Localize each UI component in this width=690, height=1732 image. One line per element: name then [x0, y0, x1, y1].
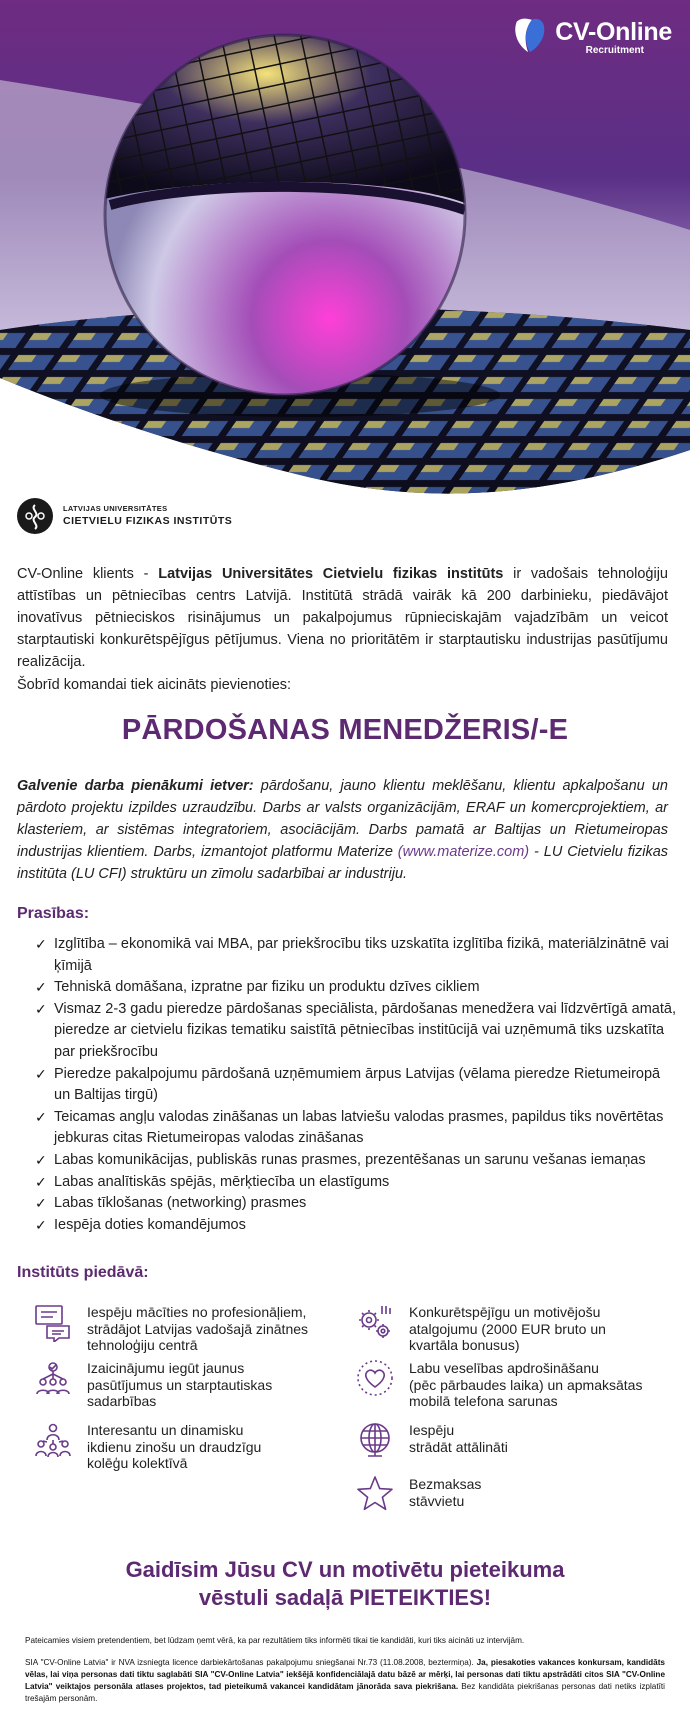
cv-online-logo-icon: [511, 16, 549, 56]
intro-paragraph: [17, 563, 668, 673]
footer-license: SIA "CV-Online Latvia" ir NVA izsniegta licence darbiekārtošanas pakalpojumu sniegšanai Nr.73 (11.08.2008, beztermiņa).: [25, 1658, 477, 1667]
invite-text: Šobrīd komandai tiek aicināts pievienoties:: [17, 677, 292, 693]
institute-logo: [17, 498, 232, 534]
offer-text: Konkurētspējīgu un motivējošu atalgojumu (2000 EUR bruto un kvartāla bonusus): [409, 1304, 606, 1353]
offer-text: Iespēju mācīties no profesionāļiem, strādājot Latvijas vadošajā zinātnes tehnoloģiju centrā: [87, 1304, 309, 1353]
brand-subtitle: Recruitment: [585, 45, 644, 56]
list-item: ✓ Vismaz 2-3 gadu pieredze pārdošanas speciālista, pārdošanas menedžera vai līdzvērtīgā amatā, pieredze ar cietvielu fizikas tematiku saistītā pētniecības institūcijā vai uzņēmumā tiks uzskatīta par priekšrocību: [35, 1000, 676, 1060]
heart-health-icon: [355, 1358, 395, 1398]
list-item: ✓ Labas tīklošanas (networking) prasmes: [17, 1193, 677, 1215]
offers-title: Institūts piedāvā:: [17, 1264, 149, 1281]
globe-icon: [355, 1420, 395, 1460]
hero-banner: [0, 0, 690, 505]
offer-text: Interesantu un dinamisku ikdienu zinošu un draudzīgu kolēģu kolektīvā: [87, 1422, 262, 1471]
footer-privacy: Ja, piesakoties vakances konkursam, kandidāts vēlas, lai viņa personas dati tiktu saglabāti SIA "CV-Online Latvia" iekšējā konfidenciālajā datu bāzē ar mērķi, lai personas dati tiktu apstrādāti citos SIA "CV-Online Latvia" veiktajos personāla atlases projektos, tad pieteikumā vakancei kandidātam jānorāda sava piekrišana.: [25, 1658, 665, 1691]
offer-text: Iespēju strādāt attālināti: [409, 1422, 508, 1455]
cta-line2: vēstuli sadaļā PIETEIKTIES!: [198, 1585, 492, 1610]
materize-link[interactable]: (www.materize.com): [397, 844, 530, 860]
star-icon: [355, 1474, 395, 1514]
check-icon: ✓: [35, 1216, 47, 1233]
check-icon: ✓: [35, 979, 47, 996]
check-icon: ✓: [35, 1195, 47, 1212]
presentation-chat-icon: [33, 1302, 73, 1342]
check-icon: ✓: [35, 1151, 47, 1168]
offer-item: [355, 1302, 606, 1354]
hero-crystal-ball-image: [0, 0, 690, 505]
network-people-icon: [33, 1358, 73, 1398]
check-icon: ✓: [35, 936, 47, 952]
duties-text-after: - LU Cietvielu fizikas institūta (LU CFI) struktūru un zīmolu sadarbībai ar industriju.: [17, 844, 669, 882]
offer-text: Izaicinājumu iegūt jaunus pasūtījumus un starptautiskas sadarbības: [87, 1360, 273, 1409]
check-icon: ✓: [35, 1173, 47, 1190]
offer-item: [33, 1420, 261, 1472]
list-item: ✓ Iespēja doties komandējumos: [17, 1215, 677, 1237]
offer-text: Bezmaksas stāvvietu: [409, 1476, 482, 1509]
apply-call-to-action: [0, 1556, 690, 1612]
list-item: ✓ Labas komunikācijas, publiskās runas prasmes, prezentēšanas un sarunu vešanas iemaņas: [17, 1150, 677, 1172]
institute-emblem-icon: [17, 498, 53, 534]
requirements-list: [17, 934, 677, 1236]
offer-item: [33, 1302, 308, 1354]
intro-prefix: CV-Online klients -: [17, 566, 159, 582]
offer-item: [355, 1420, 508, 1460]
check-icon: ✓: [35, 1065, 47, 1082]
list-item: ✓ Tehniskā domāšana, izpratne par fiziku un produktu dzīves cikliem: [17, 977, 677, 999]
list-item: ✓ Labas analītiskās spējās, mērķtiecība un elastīgums: [17, 1172, 677, 1194]
client-name: Latvijas Universitātes Cietvielu fizikas institūts: [158, 566, 504, 582]
intro-body: ir vadošais tehnoloģiju attīstības un pētniecības centrs Latvijā. Institūtā strādā vairāk kā 200 darbinieku, piedāvājot inovatīvus pētnieciskos risinājumus un pakalpojumus rūpnieciskajām vajadzībām un veicot starptautiski konkurētspējīgus pētījumus. Viena no prioritātēm ir starptautisku industrijas pasūtījumu realizācija.: [17, 566, 668, 670]
check-icon: ✓: [35, 1000, 47, 1017]
check-icon: ✓: [35, 1108, 47, 1125]
cta-line1: Gaidīsim Jūsu CV un motivētu pieteikuma: [125, 1557, 565, 1582]
duties-paragraph: [17, 775, 668, 885]
duties-text: pārdošanu, jauno klientu meklēšanu, klientu apkalpošanu un pārdoto projektu izpildes uzraudzību. Darbs ar valsts organizācijām, ERAF un komercprojektiem, ar klasteriem, ar sistēmas integratoriem, asociācijām. Darbs pamatā ar Baltijas un Rietumeiropas industrijas klientiem. Darbs, izmantojot platformu Materize: [17, 778, 668, 860]
list-item: ✓ Teicamas angļu valodas zināšanas un labas latviešu valodas prasmes, papildus tiks novērtētas jebkuras citas Rietumeiropas valodas zināšanas: [35, 1108, 664, 1147]
requirements-title: Prasības:: [17, 905, 90, 922]
job-title: PĀRDOŠANAS MENEDŽERIS/-E: [121, 714, 569, 746]
institute-logo-line2: CIETVIELU FIZIKAS INSTITŪTS: [63, 515, 233, 527]
footer-thanks: Pateicamies visiem pretendentiem, bet lūdzam ņemt vērā, ka par rezultātiem tiks informēti tikai tie kandidāti, kuri tiks aicināti uz intervijām.: [25, 1636, 525, 1645]
offer-item: [33, 1358, 272, 1410]
footer-no-consent: Bez kandidāta piekrišanas personas dati netiks izplatīti trešajām personām.: [25, 1682, 665, 1703]
team-group-icon: [33, 1420, 73, 1460]
offer-item: [355, 1474, 481, 1514]
brand-name: CV-Online: [555, 18, 672, 46]
footer-legal: [25, 1657, 665, 1705]
list-item: ✓ Pieredze pakalpojumu pārdošanā uzņēmumiem ārpus Latvijas (vēlama pieredze Rietumeiropā un Baltijas tirgū): [35, 1065, 661, 1104]
offer-text: Labu veselības apdrošināšanu (pēc pārbaudes laika) un apmaksātas mobilā telefona sarunas: [409, 1360, 643, 1409]
offer-item: [355, 1358, 642, 1410]
list-item: ✓ Izglītība – ekonomikā vai MBA, par priekšrocību tiks uzskatīta izglītība fizikā, materiālzinātnē vai ķīmijā: [35, 936, 669, 974]
gears-salary-icon: [355, 1302, 395, 1342]
institute-logo-line1: LATVIJAS UNIVERSITĀTES: [63, 504, 168, 513]
duties-label: Galvenie darba pienākumi ietver:: [17, 778, 254, 794]
cv-online-logo[interactable]: [511, 16, 672, 56]
